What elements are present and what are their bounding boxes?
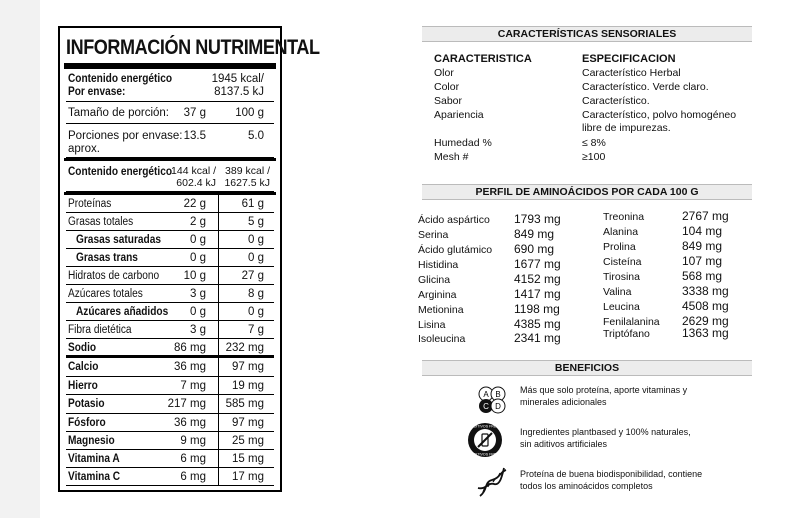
- nutrient-label: Proteínas: [68, 198, 112, 210]
- column-separator: [218, 303, 219, 321]
- servings-label: Porciones por envase:: [68, 130, 183, 142]
- amino-value: 2629 mg: [682, 314, 729, 328]
- benefit-3: [520, 468, 702, 492]
- benefit-3-line1: Proteína de buena biodisponibilidad, contiene: [520, 469, 703, 479]
- nutrient-serving-value: 2 g: [190, 216, 206, 228]
- nutrient-label: Magnesio: [68, 435, 115, 447]
- nutrient-row: [66, 195, 274, 213]
- column-separator: [218, 468, 219, 486]
- servings-ref: 5.0: [248, 130, 264, 142]
- benefit-2-line2: sin aditivos artificiales: [520, 439, 608, 449]
- nutrient-serving-value: 217 mg: [167, 398, 206, 410]
- amino-value: 568 mg: [682, 269, 723, 283]
- benefit-2-line1: Ingredientes plantbased y 100% naturales,: [520, 427, 691, 437]
- sensory-specification: libre de impurezas.: [582, 122, 671, 134]
- amino-name: Alanina: [603, 226, 639, 238]
- energy-kcal: 1945 kcal/: [211, 73, 264, 85]
- vitamin-b-letter: B: [495, 390, 501, 399]
- energy-serving-kcal: 144 kcal /: [171, 165, 216, 177]
- serving-size-label: Tamaño de porción:: [68, 107, 170, 119]
- nutrient-100g-value: 97 mg: [232, 417, 264, 429]
- column-separator: [218, 358, 219, 377]
- column-separator: [218, 249, 219, 267]
- nutrient-100g-value: 0 g: [248, 306, 264, 318]
- energy-100-kj: 1627.5 kJ: [224, 177, 270, 189]
- nutrient-row: [66, 358, 274, 377]
- nutrient-100g-value: 585 mg: [225, 398, 264, 410]
- nutrient-label: Hidratos de carbono: [68, 270, 160, 282]
- sensory-specification: Característico.: [582, 95, 650, 107]
- sensory-characteristic: Sabor: [434, 95, 463, 107]
- nutrient-label: Fósforo: [68, 417, 106, 429]
- vitamin-d-letter: D: [495, 402, 501, 411]
- amino-header: PERFIL DE AMINOÁCIDOS POR CADA 100 G: [422, 184, 752, 200]
- nutrient-serving-value: 0 g: [190, 252, 206, 264]
- energy-100-kcal: 389 kcal /: [225, 165, 270, 177]
- nutrient-label: Fibra dietética: [68, 324, 132, 336]
- column-separator: [218, 414, 219, 432]
- amino-value: 107 mg: [682, 254, 723, 268]
- energy-serving-label: Contenido energético: [68, 166, 173, 178]
- amino-name: Treonina: [603, 211, 645, 223]
- sensory-specification: ≤ 8%: [582, 137, 606, 149]
- nutrient-serving-value: 10 g: [183, 270, 206, 282]
- sensory-specification: Característico. Verde claro.: [582, 81, 709, 93]
- nutrient-serving-value: 7 mg: [180, 380, 206, 392]
- nutrient-serving-value: 36 mg: [174, 361, 206, 373]
- benefit-1-line2: minerales adicionales: [520, 397, 607, 407]
- nutrient-label: Vitamina A: [68, 453, 120, 465]
- energy-row: [66, 161, 274, 192]
- column-separator: [218, 267, 219, 285]
- nutrient-100g-value: 5 g: [248, 216, 264, 228]
- column-separator: [218, 432, 219, 450]
- sensory-characteristic: Humedad %: [434, 137, 492, 149]
- nutrient-label: Azúcares añadidos: [76, 306, 169, 318]
- amino-value: 849 mg: [514, 227, 555, 241]
- nutrient-100g-value: 61 g: [241, 198, 264, 210]
- amino-value: 849 mg: [682, 239, 723, 253]
- amino-name: Prolina: [603, 241, 636, 253]
- amino-name: Lisina: [418, 319, 446, 331]
- nutrient-100g-value: 232 mg: [225, 342, 264, 354]
- amino-value: 1793 mg: [514, 212, 561, 226]
- amino-value: 3338 mg: [682, 284, 729, 298]
- nutrient-serving-value: 0 g: [190, 306, 206, 318]
- amino-name: Histidina: [418, 259, 459, 271]
- serving-size-ref: 100 g: [235, 107, 264, 119]
- column-separator: [218, 321, 219, 339]
- servings-row: [66, 124, 274, 158]
- amino-value: 4508 mg: [682, 299, 729, 313]
- nutrient-serving-value: 9 mg: [180, 435, 206, 447]
- energy-serving-kj: 602.4 kJ: [176, 177, 216, 189]
- benefit-2: [520, 426, 691, 450]
- sensory-specification: ≥100: [582, 151, 606, 163]
- amino-value: 690 mg: [514, 242, 555, 256]
- nutrient-100g-value: 27 g: [241, 270, 264, 282]
- amino-value: 104 mg: [682, 224, 723, 238]
- sensory-col1-header: CARACTERISTICA: [434, 53, 532, 65]
- nutrition-facts-panel: [58, 26, 320, 492]
- serving-size-value: 37 g: [183, 107, 206, 119]
- nutrient-serving-value: 6 mg: [180, 471, 206, 483]
- sensory-specification: Característico, polvo homogéneo: [582, 109, 737, 121]
- nutrient-100g-value: 7 g: [248, 324, 264, 336]
- nutrient-row: [66, 395, 274, 414]
- nutrient-row: [66, 432, 274, 450]
- nutrient-serving-value: 3 g: [190, 288, 206, 300]
- nutrient-serving-value: 22 g: [183, 198, 206, 210]
- column-separator: [218, 195, 219, 213]
- amino-value: 1198 mg: [514, 302, 560, 316]
- badge-bottom-text: ADITIVOS FREE: [471, 452, 499, 457]
- sensory-characteristic: Olor: [434, 67, 454, 79]
- nutrient-serving-value: 6 mg: [180, 453, 206, 465]
- column-separator: [218, 339, 219, 356]
- energy-per-container-row: [66, 69, 274, 102]
- benefit-1-line1: Más que solo proteína, aporte vitaminas y: [520, 385, 688, 395]
- nutrient-serving-value: 3 g: [190, 324, 206, 336]
- nutrient-100g-value: 0 g: [248, 252, 264, 264]
- nutrient-label: Calcio: [68, 361, 99, 373]
- amino-name: Valina: [603, 286, 632, 298]
- nutrient-row: [66, 267, 274, 285]
- nutrient-100g-value: 17 mg: [232, 471, 264, 483]
- amino-name: Ácido aspártico: [418, 214, 490, 226]
- nutrient-row: [66, 231, 274, 249]
- nutrient-serving-value: 86 mg: [174, 342, 206, 354]
- dna-icon: [474, 466, 510, 502]
- column-separator: [218, 231, 219, 249]
- nutrient-row: [66, 213, 274, 231]
- sensory-header: CARACTERÍSTICAS SENSORIALES: [422, 26, 752, 42]
- column-separator: [218, 213, 219, 231]
- nutrient-row: [66, 285, 274, 303]
- left-page-margin: [0, 0, 40, 518]
- nutrient-label: Grasas totales: [68, 216, 134, 228]
- column-separator: [218, 450, 219, 468]
- amino-name: Isoleucina: [418, 333, 466, 345]
- column-separator: [218, 285, 219, 303]
- servings-approx: aprox.: [68, 143, 100, 155]
- amino-name: Tirosina: [603, 271, 640, 283]
- amino-name: Ácido glutámico: [418, 244, 493, 256]
- nutrient-row: [66, 249, 274, 267]
- amino-value: 2767 mg: [682, 209, 729, 223]
- serving-size-row: [66, 102, 274, 124]
- vitamin-a-letter: A: [483, 390, 489, 399]
- nutrition-title: INFORMACIÓN NUTRIMENTAL: [66, 36, 320, 59]
- nutrient-100g-value: 0 g: [248, 234, 264, 246]
- column-separator: [218, 395, 219, 414]
- additive-free-icon: [466, 421, 504, 459]
- nutrient-100g-value: 97 mg: [232, 361, 264, 373]
- nutrient-row: [66, 303, 274, 321]
- amino-name: Glicina: [418, 274, 451, 286]
- benefit-3-line2: todos los aminoácidos completos: [520, 481, 653, 491]
- amino-value: 1363 mg: [682, 326, 729, 340]
- energy-label: Contenido energético: [68, 73, 173, 85]
- nutrient-label: Potasio: [68, 398, 105, 410]
- nutrient-100g-value: 15 mg: [232, 453, 264, 465]
- nutrient-100g-value: 8 g: [248, 288, 264, 300]
- vitamins-abcd-icon: [474, 382, 510, 418]
- vitamin-c-letter: C: [483, 402, 489, 411]
- amino-value: 2341 mg: [514, 331, 561, 345]
- amino-value: 1417 mg: [514, 287, 561, 301]
- nutrient-label: Grasas saturadas: [76, 234, 161, 246]
- amino-name: Cisteína: [603, 256, 642, 268]
- energy-kj: 8137.5 kJ: [214, 86, 264, 98]
- amino-value: 1677 mg: [514, 257, 561, 271]
- sensory-col2-header: ESPECIFICACION: [582, 53, 676, 65]
- sensory-specification: Característico Herbal: [582, 67, 681, 79]
- nutrient-row: [66, 414, 274, 432]
- per-container-label: Por envase:: [68, 86, 126, 98]
- nutrient-serving-value: 36 mg: [174, 417, 206, 429]
- amino-name: Serina: [418, 229, 449, 241]
- badge-top-text: ADITIVOS FREE: [471, 424, 499, 429]
- nutrient-100g-value: 25 mg: [232, 435, 264, 447]
- nutrient-100g-value: 19 mg: [232, 380, 264, 392]
- nutrient-row: [66, 377, 274, 395]
- nutrient-row: [66, 468, 274, 486]
- amino-name: Leucina: [603, 301, 640, 313]
- amino-value: 4385 mg: [514, 317, 561, 331]
- nutrient-label: Sodio: [68, 342, 97, 354]
- nutrient-label: Vitamina C: [68, 471, 121, 483]
- amino-name: Triptófano: [603, 328, 650, 340]
- nutrient-row: [66, 321, 274, 339]
- nutrient-row: [66, 450, 274, 468]
- servings-value: 13.5: [183, 130, 206, 142]
- sensory-characteristic: Apariencia: [434, 109, 484, 121]
- amino-name: Arginina: [418, 289, 457, 301]
- nutrient-label: Hierro: [68, 380, 98, 392]
- benefits-header: BENEFICIOS: [422, 360, 752, 376]
- sensory-characteristic: Mesh #: [434, 151, 469, 163]
- column-separator: [218, 377, 219, 395]
- nutrient-rows: [66, 195, 274, 486]
- nutrient-label: Grasas trans: [76, 252, 138, 264]
- amino-value: 4152 mg: [514, 272, 561, 286]
- nutrient-serving-value: 0 g: [190, 234, 206, 246]
- amino-name: Metionina: [418, 304, 464, 316]
- nutrient-row: [66, 339, 274, 358]
- amino-name: Fenilalanina: [603, 316, 660, 328]
- nutrient-label: Azúcares totales: [68, 288, 143, 300]
- benefit-1: [520, 384, 687, 408]
- sensory-characteristic: Color: [434, 81, 460, 93]
